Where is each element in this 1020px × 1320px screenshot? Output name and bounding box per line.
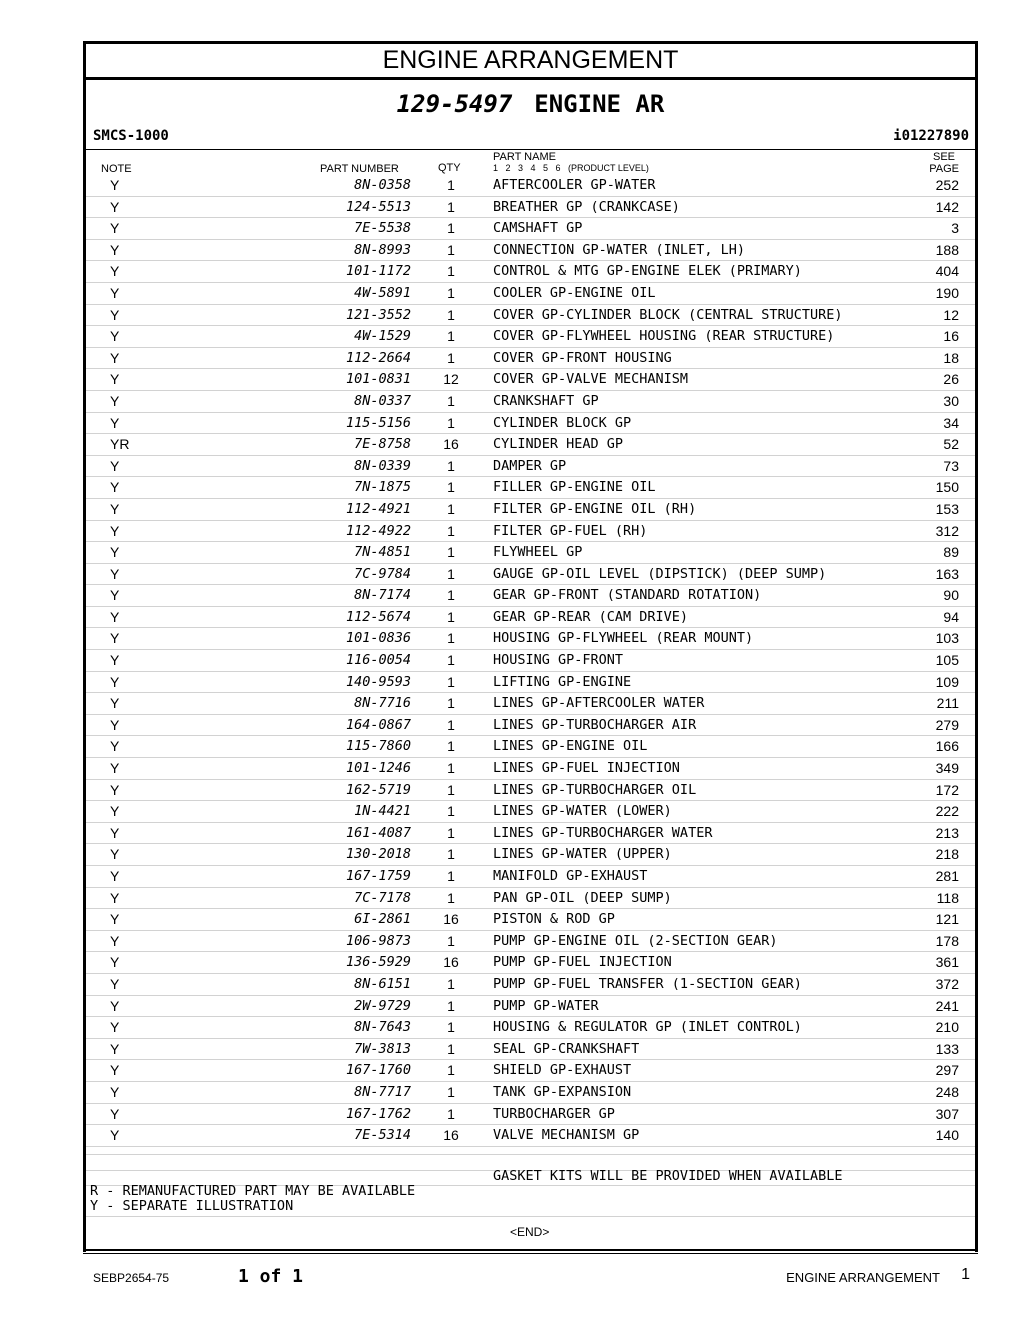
note-cell: Y (110, 652, 120, 669)
note-cell: Y (110, 1040, 120, 1057)
see-page-cell: 248 (935, 1083, 959, 1100)
part-name-cell: LINES GP-TURBOCHARGER AIR (493, 716, 697, 733)
part-name-cell: DAMPER GP (493, 457, 567, 474)
table-row (86, 780, 975, 802)
table-row (86, 499, 975, 521)
note-cell: Y (110, 349, 120, 366)
part-name-cell: LINES GP-WATER (LOWER) (493, 803, 672, 820)
see-page-cell: 178 (935, 932, 959, 949)
note-cell: Y (110, 1083, 120, 1100)
see-page-cell: 140 (935, 1127, 959, 1144)
qty-cell: 1 (447, 392, 455, 409)
qty-cell: 1 (447, 349, 455, 366)
part-number-cell: 8N-8993 (354, 241, 411, 258)
note-cell: Y (110, 414, 120, 431)
part-number-cell: 8N-7716 (354, 695, 411, 712)
frame-bottom-rule (83, 1249, 978, 1254)
see-page-cell: 121 (935, 911, 959, 928)
see-page-cell: 30 (943, 392, 959, 409)
legend-r: R - REMANUFACTURED PART MAY BE AVAILABLE (90, 1183, 416, 1199)
part-number-cell: 121-3552 (345, 306, 411, 323)
table-row (86, 650, 975, 672)
table-row (86, 1125, 975, 1147)
part-name-cell: FILTER GP-FUEL (RH) (493, 522, 648, 539)
see-page-cell: 279 (935, 716, 959, 733)
see-page-cell: 34 (943, 414, 959, 431)
see-page-cell: 153 (935, 500, 959, 517)
qty-cell: 1 (447, 760, 455, 777)
part-number-cell: 7N-4851 (354, 544, 411, 561)
note-cell: Y (110, 781, 120, 798)
part-number-cell: 161-4087 (345, 824, 411, 841)
qty-cell: 1 (447, 932, 455, 949)
col-product-level-header: 1 2 3 4 5 6 (PRODUCT LEVEL) (493, 163, 649, 173)
qty-cell: 1 (447, 500, 455, 517)
part-number-cell: 112-4921 (345, 500, 411, 517)
table-row (86, 477, 975, 499)
table-row (86, 261, 975, 283)
table-row (86, 413, 975, 435)
part-name-cell: PAN GP-OIL (DEEP SUMP) (493, 889, 672, 906)
part-name-cell: SHIELD GP-EXHAUST (493, 1062, 632, 1079)
see-page-cell: 213 (935, 824, 959, 841)
qty-cell: 1 (447, 198, 455, 215)
table-row (86, 974, 975, 996)
qty-cell: 1 (447, 803, 455, 820)
qty-cell: 16 (443, 1127, 459, 1144)
part-number-cell: 101-1246 (345, 760, 411, 777)
part-name-cell: SEAL GP-CRANKSHAFT (493, 1040, 640, 1057)
see-page-cell: 12 (943, 306, 959, 323)
part-number-cell: 7E-5314 (354, 1127, 411, 1144)
part-name-cell: COVER GP-CYLINDER BLOCK (CENTRAL STRUCTURE) (493, 306, 843, 323)
see-page-cell: 109 (935, 673, 959, 690)
table-row (86, 391, 975, 413)
table-row (86, 715, 975, 737)
part-name-cell: CYLINDER HEAD GP (493, 436, 624, 453)
part-name-cell: CAMSHAFT GP (493, 220, 583, 237)
parts-table (86, 175, 975, 1147)
table-row (86, 521, 975, 543)
part-number-cell: 130-2018 (345, 846, 411, 863)
table-row (86, 542, 975, 564)
see-page-cell: 52 (943, 436, 959, 453)
table-row (86, 456, 975, 478)
footer-doc-id: SEBP2654-75 (93, 1271, 170, 1285)
table-row (86, 1060, 975, 1082)
col-part-name-header: PART NAME (493, 151, 556, 163)
note-cell: Y (110, 1019, 120, 1036)
part-number-cell: 7E-8758 (354, 436, 411, 453)
see-page-cell: 94 (943, 608, 959, 625)
col-note-header: NOTE (101, 163, 132, 175)
see-page-cell: 26 (943, 371, 959, 388)
see-page-cell: 105 (935, 652, 959, 669)
table-row (86, 758, 975, 780)
table-row (86, 952, 975, 974)
part-name-cell: LINES GP-AFTERCOOLER WATER (493, 695, 705, 712)
qty-cell: 1 (447, 652, 455, 669)
part-number-cell: 8N-0337 (354, 392, 411, 409)
note-cell: Y (110, 457, 120, 474)
part-name-cell: HOUSING GP-FRONT (493, 652, 624, 669)
part-number-cell: 7W-3813 (354, 1040, 411, 1057)
part-number-cell: 8N-7643 (354, 1019, 411, 1036)
see-page-cell: 281 (935, 868, 959, 884)
part-name-cell: COVER GP-FRONT HOUSING (493, 349, 672, 366)
qty-cell: 1 (447, 328, 455, 345)
qty-cell: 1 (447, 889, 455, 906)
part-number-cell: 4W-1529 (354, 328, 411, 345)
part-heading (86, 90, 975, 118)
part-number-cell: 162-5719 (345, 781, 411, 798)
see-page-cell: 90 (943, 587, 959, 604)
part-name-cell: CRANKSHAFT GP (493, 392, 599, 409)
part-number-cell: 8N-7717 (354, 1083, 411, 1100)
part-number-cell: 8N-6151 (354, 975, 411, 992)
see-page-cell: 312 (935, 522, 959, 539)
see-page-cell: 118 (936, 889, 959, 906)
note-cell: Y (110, 565, 120, 582)
note-cell: Y (110, 932, 120, 949)
qty-cell: 1 (447, 1019, 455, 1036)
legend-y: Y - SEPARATE ILLUSTRATION (90, 1198, 294, 1214)
qty-cell: 1 (447, 1105, 455, 1122)
part-name-cell: COOLER GP-ENGINE OIL (493, 284, 656, 301)
table-row (86, 305, 975, 327)
grid-line (86, 1216, 975, 1217)
note-cell: Y (110, 306, 120, 323)
note-cell: Y (110, 738, 120, 755)
qty-cell: 1 (447, 1040, 455, 1057)
part-name-cell: HOUSING & REGULATOR GP (INLET CONTROL) (493, 1019, 802, 1036)
table-row (86, 326, 975, 348)
note-cell: Y (110, 997, 120, 1014)
see-page-cell: 166 (935, 738, 959, 755)
part-number-cell: 8N-7174 (354, 587, 411, 604)
note-cell: Y (110, 1062, 120, 1079)
table-row (86, 931, 975, 953)
note-cell: Y (110, 392, 120, 409)
see-page-cell: 307 (935, 1105, 959, 1122)
qty-cell: 1 (447, 673, 455, 690)
note-cell: Y (110, 716, 120, 733)
see-page-cell: 190 (935, 284, 959, 301)
qty-cell: 1 (447, 544, 455, 561)
qty-cell: 16 (443, 954, 459, 971)
part-number-cell: 8N-0339 (354, 457, 411, 474)
qty-cell: 1 (447, 695, 455, 712)
see-page-cell: 89 (943, 544, 959, 561)
table-row (86, 628, 975, 650)
qty-cell: 1 (447, 522, 455, 539)
part-number-cell: 115-5156 (345, 414, 411, 431)
note-cell: Y (110, 284, 120, 301)
note-cell: YR (110, 436, 130, 453)
table-row (86, 283, 975, 305)
part-name-cell: COVER GP-FLYWHEEL HOUSING (REAR STRUCTURE) (493, 328, 835, 345)
part-name-cell: TURBOCHARGER GP (493, 1105, 615, 1122)
col-page-header: PAGE (929, 163, 959, 175)
see-page-cell: 188 (935, 241, 959, 258)
table-row (86, 693, 975, 715)
see-page-cell: 142 (935, 198, 959, 215)
note-cell: Y (110, 500, 120, 517)
qty-cell: 1 (447, 414, 455, 431)
see-page-cell: 222 (935, 803, 959, 820)
see-page-cell: 241 (935, 997, 959, 1014)
qty-cell: 16 (443, 436, 459, 453)
table-row (86, 348, 975, 370)
note-cell: Y (110, 846, 120, 863)
see-page-cell: 133 (935, 1040, 959, 1057)
note-cell: Y (110, 328, 120, 345)
table-row (86, 996, 975, 1018)
note-cell: Y (110, 1127, 120, 1144)
see-page-cell: 73 (943, 457, 959, 474)
note-cell: Y (110, 544, 120, 561)
end-marker: <END> (510, 1225, 550, 1239)
part-name-cell: FILLER GP-ENGINE OIL (493, 479, 656, 496)
part-number-cell: 106-9873 (345, 932, 411, 949)
see-page-cell: 210 (935, 1019, 959, 1036)
part-name-cell: LINES GP-FUEL INJECTION (493, 760, 680, 777)
part-number-cell: 7C-9784 (354, 565, 411, 582)
part-name-cell: FLYWHEEL GP (493, 544, 583, 561)
see-page-cell: 372 (935, 975, 959, 992)
note-cell: Y (110, 371, 120, 388)
table-row (86, 240, 975, 262)
table-row (86, 1039, 975, 1061)
see-page-cell: 404 (935, 263, 959, 280)
footer-title: ENGINE ARRANGEMENT (786, 1270, 940, 1285)
part-number-cell: 101-0831 (345, 371, 411, 388)
note-cell: Y (110, 954, 120, 971)
part-name-cell: PISTON & ROD GP (493, 911, 615, 928)
part-name-cell: LINES GP-ENGINE OIL (493, 738, 648, 755)
part-number-cell: 101-1172 (345, 263, 411, 280)
see-page-cell: 16 (943, 328, 959, 345)
note-cell: Y (110, 1105, 120, 1122)
part-name-cell: LINES GP-WATER (UPPER) (493, 846, 672, 863)
table-row (86, 369, 975, 391)
part-number-cell: 124-5513 (345, 198, 411, 215)
note-cell: Y (110, 263, 120, 280)
part-name-cell: PUMP GP-FUEL TRANSFER (1-SECTION GEAR) (493, 975, 802, 992)
note-cell: Y (110, 975, 120, 992)
qty-cell: 1 (447, 565, 455, 582)
grid-line (86, 1154, 975, 1155)
table-row (86, 823, 975, 845)
see-page-cell: 3 (951, 220, 959, 237)
table-row (86, 564, 975, 586)
qty-cell: 1 (447, 1062, 455, 1079)
qty-cell: 1 (447, 241, 455, 258)
table-row (86, 175, 975, 197)
qty-cell: 1 (447, 1083, 455, 1100)
document-title: ENGINE ARRANGEMENT (86, 44, 975, 80)
part-number-cell: 7N-1875 (354, 479, 411, 496)
see-page-cell: 103 (935, 630, 959, 647)
qty-cell: 12 (443, 371, 459, 388)
part-name-cell: BREATHER GP (CRANKCASE) (493, 198, 680, 215)
part-name-cell: PUMP GP-FUEL INJECTION (493, 954, 672, 971)
table-row (86, 1082, 975, 1104)
part-number-cell: 112-4922 (345, 522, 411, 539)
qty-cell: 1 (447, 457, 455, 474)
table-row (86, 672, 975, 694)
footer-page-count: 1 of 1 (238, 1266, 304, 1287)
part-number-cell: 6I-2861 (354, 911, 411, 928)
part-number-cell: 112-5674 (345, 608, 411, 625)
part-number-cell: 136-5929 (345, 954, 411, 971)
part-number-cell: 167-1760 (345, 1062, 411, 1079)
table-row (86, 434, 975, 456)
note-cell: Y (110, 889, 120, 906)
note-cell: Y (110, 198, 120, 215)
col-part-number-header: PART NUMBER (320, 163, 399, 175)
see-page-cell: 297 (935, 1062, 959, 1079)
note-cell: Y (110, 522, 120, 539)
qty-cell: 1 (447, 306, 455, 323)
part-number-cell: 167-1762 (345, 1105, 411, 1122)
qty-cell: 1 (447, 630, 455, 647)
see-page-cell: 172 (935, 781, 959, 798)
part-name-cell: VALVE MECHANISM GP (493, 1127, 640, 1144)
part-name-cell: CONNECTION GP-WATER (INLET, LH) (493, 241, 745, 258)
part-name-cell: LINES GP-TURBOCHARGER WATER (493, 824, 713, 841)
table-row (86, 801, 975, 823)
part-number-cell: 116-0054 (345, 652, 411, 669)
note-cell: Y (110, 220, 120, 237)
see-page-cell: 349 (935, 760, 959, 777)
part-name-cell: LINES GP-TURBOCHARGER OIL (493, 781, 697, 798)
see-page-cell: 163 (935, 565, 959, 582)
col-qty-header: QTY (438, 162, 461, 174)
qty-cell: 1 (447, 284, 455, 301)
part-number-cell: 101-0836 (345, 630, 411, 647)
part-number-cell: 4W-5891 (354, 284, 411, 301)
part-number-cell: 2W-9729 (354, 997, 411, 1014)
part-number-cell: 112-2664 (345, 349, 411, 366)
qty-cell: 1 (447, 479, 455, 496)
part-number-cell: 8N-0358 (354, 177, 411, 193)
note-cell: Y (110, 241, 120, 258)
footer-page-number: 1 (961, 1266, 970, 1283)
see-page-cell: 211 (936, 695, 959, 712)
table-row (86, 218, 975, 240)
qty-cell: 16 (443, 911, 459, 928)
table-row (86, 607, 975, 629)
qty-cell: 1 (447, 716, 455, 733)
table-row (86, 866, 975, 888)
header-divider (86, 149, 975, 150)
see-page-cell: 218 (935, 846, 959, 863)
qty-cell: 1 (447, 824, 455, 841)
part-name-cell: CYLINDER BLOCK GP (493, 414, 632, 431)
see-page-cell: 252 (935, 177, 959, 193)
table-row (86, 909, 975, 931)
part-number-cell: 140-9593 (345, 673, 411, 690)
qty-cell: 1 (447, 868, 455, 884)
note-cell: Y (110, 177, 120, 193)
part-name-cell: MANIFOLD GP-EXHAUST (493, 868, 648, 884)
illustration-id: i01227890 (893, 128, 969, 144)
smcs-code: SMCS-1000 (93, 128, 169, 144)
qty-cell: 1 (447, 177, 455, 193)
qty-cell: 1 (447, 846, 455, 863)
table-row (86, 585, 975, 607)
qty-cell: 1 (447, 975, 455, 992)
part-name-cell: GEAR GP-FRONT (STANDARD ROTATION) (493, 587, 762, 604)
gasket-note: GASKET KITS WILL BE PROVIDED WHEN AVAILABLE (493, 1168, 843, 1184)
heading-part-title: ENGINE AR (534, 90, 665, 118)
table-row (86, 844, 975, 866)
table-row (86, 197, 975, 219)
note-cell: Y (110, 630, 120, 647)
part-name-cell: CONTROL & MTG GP-ENGINE ELEK (PRIMARY) (493, 263, 802, 280)
part-name-cell: FILTER GP-ENGINE OIL (RH) (493, 500, 697, 517)
qty-cell: 1 (447, 738, 455, 755)
part-number-cell: 115-7860 (345, 738, 411, 755)
qty-cell: 1 (447, 263, 455, 280)
see-page-cell: 361 (935, 954, 959, 971)
see-page-cell: 150 (935, 479, 959, 496)
qty-cell: 1 (447, 220, 455, 237)
table-row (86, 888, 975, 910)
legend (90, 1184, 415, 1214)
note-cell: Y (110, 608, 120, 625)
note-cell: Y (110, 695, 120, 712)
part-name-cell: TANK GP-EXPANSION (493, 1083, 632, 1100)
note-cell: Y (110, 587, 120, 604)
part-name-cell: AFTERCOOLER GP-WATER (493, 177, 656, 193)
see-page-cell: 18 (943, 349, 959, 366)
heading-part-number: 129-5497 (396, 90, 513, 118)
part-number-cell: 164-0867 (345, 716, 411, 733)
table-row (86, 1104, 975, 1126)
part-number-cell: 1N-4421 (354, 803, 411, 820)
col-see-header: SEE (932, 151, 955, 163)
part-name-cell: LIFTING GP-ENGINE (493, 673, 632, 690)
part-number-cell: 7E-5538 (354, 220, 411, 237)
qty-cell: 1 (447, 997, 455, 1014)
note-cell: Y (110, 868, 120, 884)
note-cell: Y (110, 673, 120, 690)
part-name-cell: GEAR GP-REAR (CAM DRIVE) (493, 608, 689, 625)
part-name-cell: PUMP GP-WATER (493, 997, 599, 1014)
qty-cell: 1 (447, 587, 455, 604)
note-cell: Y (110, 479, 120, 496)
qty-cell: 1 (447, 781, 455, 798)
table-row (86, 736, 975, 758)
part-name-cell: PUMP GP-ENGINE OIL (2-SECTION GEAR) (493, 932, 778, 949)
note-cell: Y (110, 911, 120, 928)
note-cell: Y (110, 824, 120, 841)
note-cell: Y (110, 760, 120, 777)
document-frame (83, 41, 978, 1252)
part-name-cell: HOUSING GP-FLYWHEEL (REAR MOUNT) (493, 630, 754, 647)
part-number-cell: 7C-7178 (354, 889, 411, 906)
note-cell: Y (110, 803, 120, 820)
part-name-cell: COVER GP-VALVE MECHANISM (493, 371, 689, 388)
qty-cell: 1 (447, 608, 455, 625)
part-number-cell: 167-1759 (345, 868, 411, 884)
part-name-cell: GAUGE GP-OIL LEVEL (DIPSTICK) (DEEP SUMP) (493, 565, 827, 582)
table-row (86, 1017, 975, 1039)
